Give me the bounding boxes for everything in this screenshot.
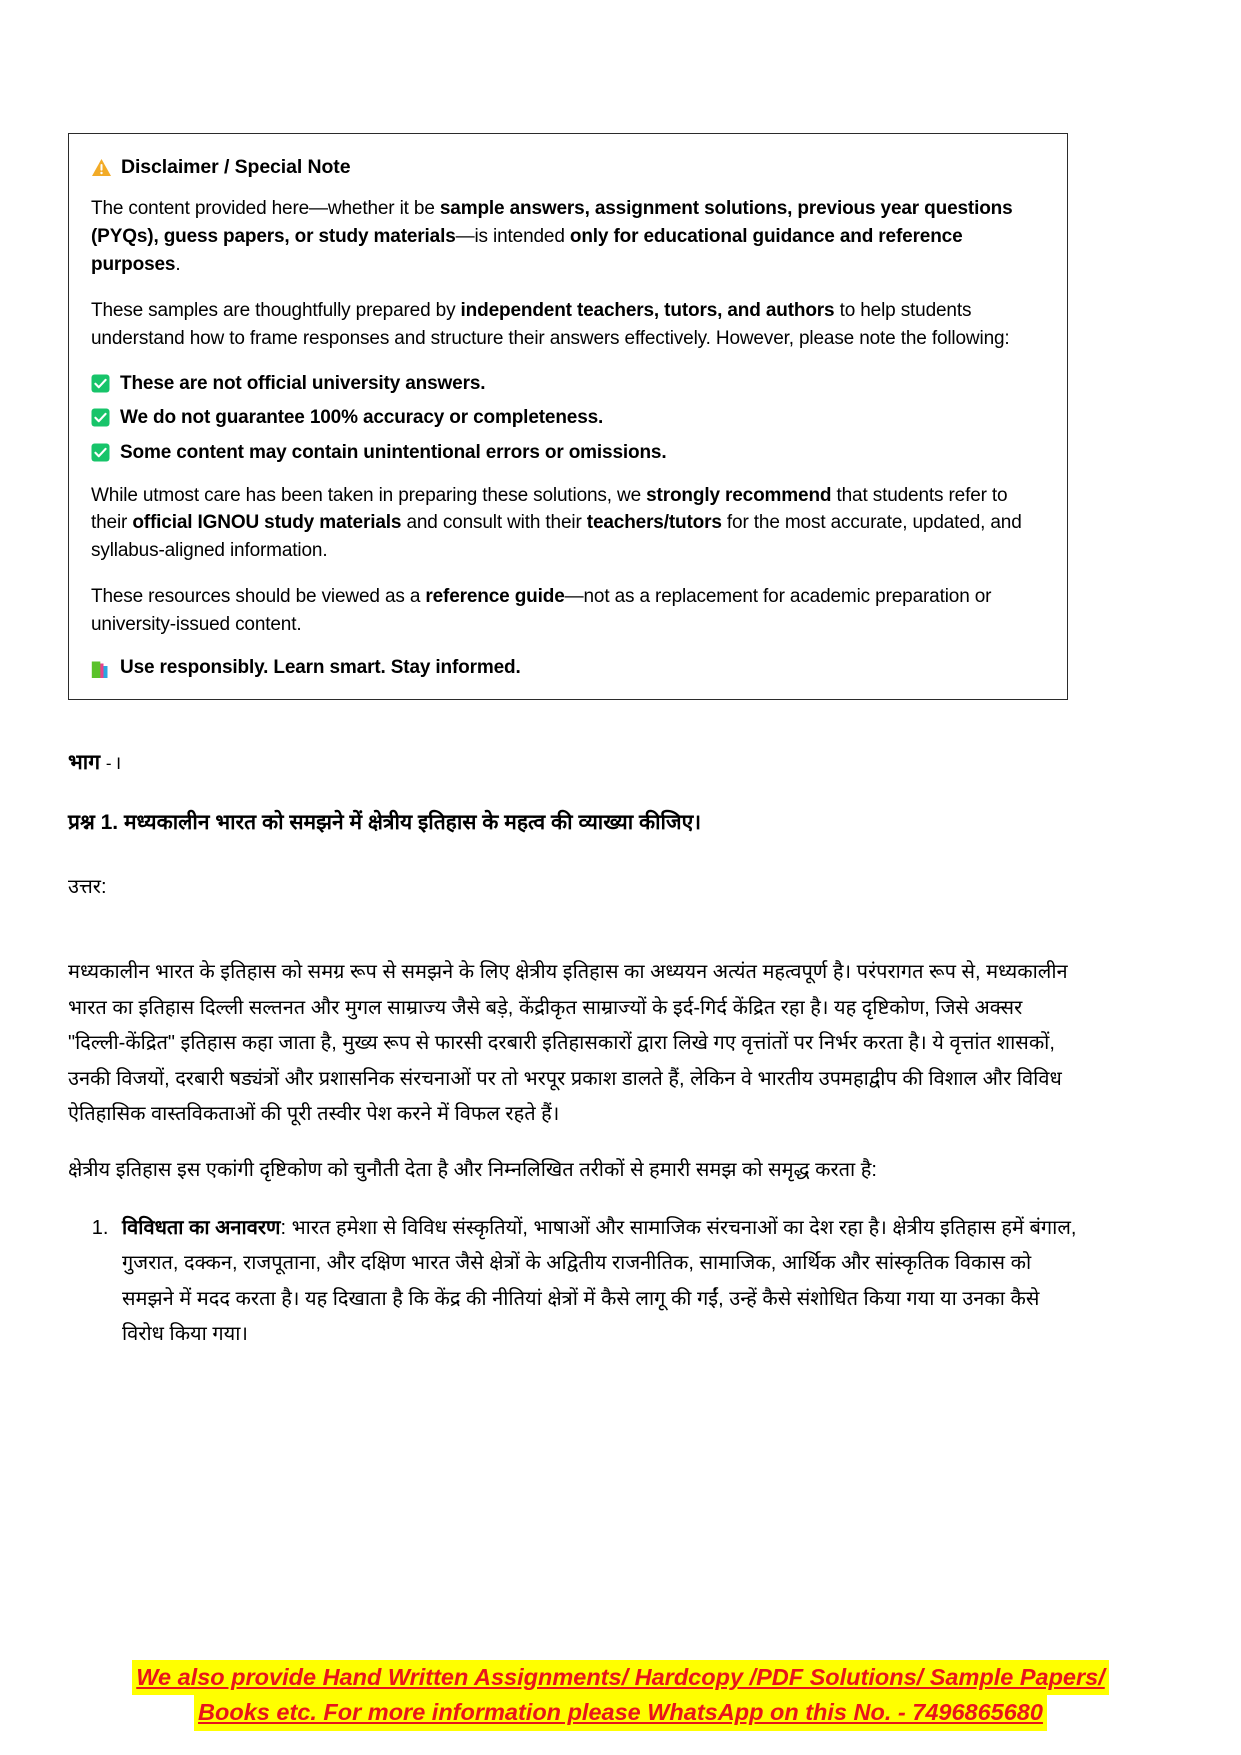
answer-body (68, 955, 1078, 1353)
para2-bold1: independent teachers, tutors, and authors (460, 299, 835, 321)
para3-part4: for the most accurate, updated, and syllabus-aligned information. (91, 512, 1022, 562)
list-item-text: : भारत हमेशा से विविध संस्कृतियों, भाषाओं और सामाजिक संरचनाओं का देश रहा है। क्षेत्रीय इतिहास हमें बंगाल, गुजरात, दक्कन, राजपूताना, और दक्षिण भारत जैसे क्षेत्रों के अद्वितीय राजनीतिक, सामाजिक, आर्थिक और सांस्कृतिक विकास को समझने में मदद करता है। यह दिखाता है कि केंद्र की नीतियां क्षेत्रों में कैसे लागू की गईं, उन्हें कैसे संशोधित किया गया या उनका कैसे विरोध किया गया। (122, 1216, 1077, 1346)
books-icon (91, 660, 111, 679)
para3-bold3: teachers/tutors (586, 512, 722, 534)
list-item-lead: विविधता का अनावरण (122, 1216, 281, 1239)
disclaimer-paragraph-4 (91, 583, 1045, 639)
para1-bold1: sample answers, assignment solutions, previous year questions (PYQs), guess papers, or study materials (91, 198, 1013, 247)
checklist-item (91, 371, 1045, 397)
part-heading (68, 748, 121, 776)
part-heading-label: भाग (68, 751, 101, 774)
disclaimer-paragraph-2 (91, 297, 1045, 353)
para3-part2: that students refer to their (91, 484, 1008, 534)
warning-triangle-icon (91, 158, 112, 177)
disclaimer-paragraph-1 (91, 195, 1045, 279)
list-item (114, 1211, 1078, 1353)
para4-part1: These resources should be viewed as a (91, 586, 426, 608)
para4-bold1: reference guide (425, 586, 565, 608)
para1-part1: The content provided here—whether it be (91, 198, 440, 219)
disclaimer-title-row (91, 156, 1045, 179)
answer-paragraph-1: मध्यकालीन भारत के इतिहास को समग्र रूप से समझने के लिए क्षेत्रीय इतिहास का अध्ययन अत्यंत महत्वपूर्ण है। परंपरागत रूप से, मध्यकालीन भारत का इतिहास दिल्ली सल्तनत और मुगल साम्राज्य जैसे बड़े, केंद्रीकृत साम्राज्यों के इर्द-गिर्द केंद्रित रहा है। यह दृष्टिकोण, जिसे अक्सर "दिल्ली-केंद्रित" इतिहास कहा जाता है, मुख्य रूप से फारसी दरबारी इतिहासकारों द्वारा लिखे गए वृत्तांतों पर निर्भर करता है। ये वृत्तांत शासकों, उनकी विजयों, दरबारी षड्यंत्रों और प्रशासनिक संरचनाओं पर तो भरपूर प्रकाश डालते हैं, लेकिन वे भारतीय उपमहाद्वीप की विशाल और विविध ऐतिहासिक वास्तविकताओं की पूरी तस्वीर पेश करने में विफल रहते हैं। (68, 961, 1068, 1126)
para1-part2: —is intended (455, 225, 570, 247)
para1-part3: . (175, 253, 181, 275)
checklist-item-label: These are not official university answers. (120, 372, 486, 394)
check-square-icon (91, 408, 110, 427)
checklist-item-label: We do not guarantee 100% accuracy or completeness. (120, 407, 604, 429)
para3-part3: and consult with their (401, 512, 587, 534)
para1-bold2: only for educational guidance and reference purposes (91, 225, 963, 275)
checklist-item (91, 440, 1045, 466)
promo-line-2-wrap (0, 1695, 1241, 1730)
answer-paragraph-2: क्षेत्रीय इतिहास इस एकांगी दृष्टिकोण को चुनौती देता है और निम्नलिखित तरीकों से हमारी समझ को समृद्ध करता है: (68, 1158, 877, 1181)
disclaimer-box (68, 133, 1068, 700)
promo-line-1: We also provide Hand Written Assignments/ Hardcopy /PDF Solutions/ Sample Papers/ (132, 1660, 1109, 1695)
answer-label: उत्तर: (68, 876, 107, 898)
promo-line-2: Books etc. For more information please WhatsApp on this No. - 7496865680 (194, 1695, 1047, 1730)
question-text: प्रश्न 1. मध्यकालीन भारत को समझने में क्षेत्रीय इतिहास के महत्व की व्याख्या कीजिए। (68, 811, 702, 834)
para3-bold2: official IGNOU study materials (132, 512, 402, 534)
para3-bold1: strongly recommend (646, 484, 832, 506)
para3-part1: While utmost care has been taken in preparing these solutions, we (91, 484, 647, 506)
disclaimer-title: Disclaimer / Special Note (121, 156, 351, 178)
disclaimer-final-note (91, 657, 1045, 679)
answer-numbered-list (68, 1211, 1078, 1353)
disclaimer-paragraph-3 (91, 482, 1045, 566)
para4-part2: —not as a replacement for academic preparation or university-issued content. (91, 586, 992, 636)
promo-footer-banner (0, 1660, 1241, 1731)
promo-line-1-wrap (0, 1660, 1241, 1695)
para2-part2: to help students understand how to frame responses and structure their answers effectively. However, please note the following: (91, 299, 1010, 349)
check-square-icon (91, 443, 110, 462)
para2-part1: These samples are thoughtfully prepared by (91, 299, 461, 321)
checklist-item-label: Some content may contain unintentional errors or omissions. (120, 441, 667, 463)
check-square-icon (91, 374, 110, 393)
checklist-item (91, 405, 1045, 431)
disclaimer-checklist (91, 371, 1045, 466)
final-note-label: Use responsibly. Learn smart. Stay informed. (120, 657, 521, 679)
part-heading-number: - I (105, 754, 121, 773)
